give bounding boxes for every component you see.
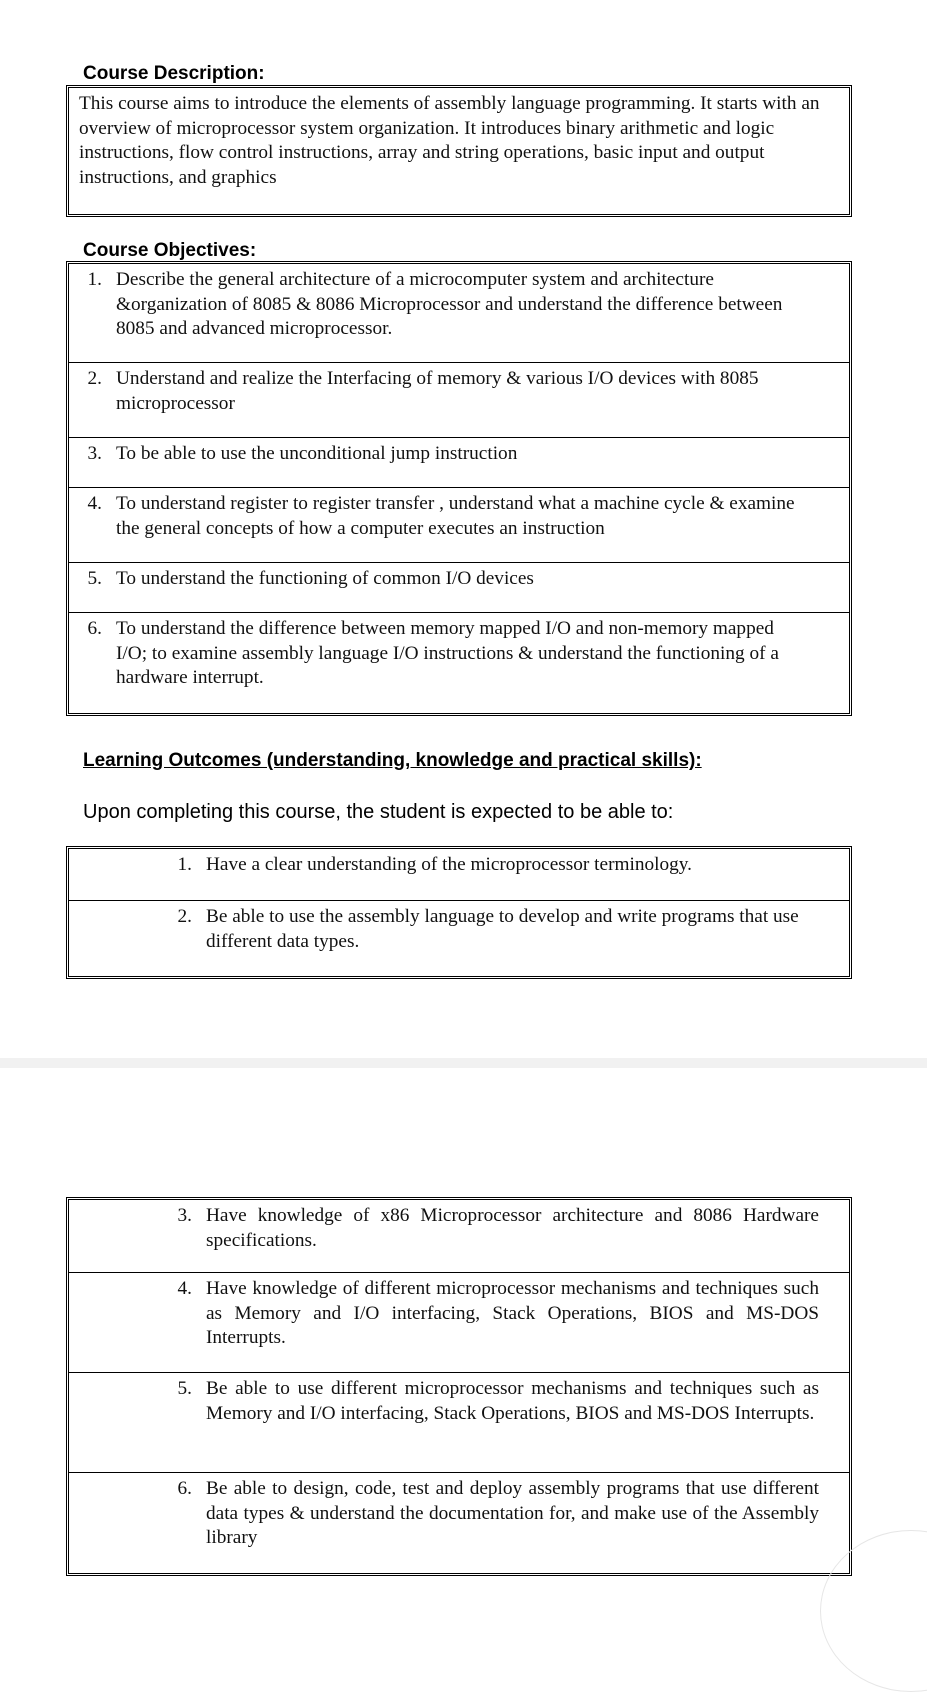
objective-number: 1. — [87, 269, 102, 290]
outcome-number: 3. — [177, 1205, 192, 1226]
outcome-row — [69, 901, 849, 976]
learning-outcomes-intro: Upon completing this course, the student is expected to be able to: — [83, 801, 674, 823]
course-objectives-table — [68, 263, 850, 714]
course-description-box — [68, 87, 850, 215]
objective-row — [69, 488, 849, 563]
objective-text: To understand register to register transfer , understand what a machine cycle & examine the general concepts of how a computer executes an instruction — [116, 493, 795, 539]
objective-row — [69, 613, 849, 713]
outcome-number: 6. — [177, 1478, 192, 1499]
objective-text: To be able to use the unconditional jump instruction — [116, 443, 518, 464]
objective-number: 5. — [87, 568, 102, 589]
objective-text: To understand the functioning of common I/O devices — [116, 568, 534, 589]
outcome-row — [69, 849, 849, 901]
outcome-text: Be able to design, code, test and deploy assembly programs that use different data types & understand the documentation for, and make use of the Assembly library — [206, 1478, 819, 1548]
course-description-text: This course aims to introduce the elements of assembly language programming. It starts with an overview of microprocessor system organization. It introduces binary arithmetic and logic instructions, flow control instructions, array and string operations, basic input and output instructions, and graphics — [79, 93, 820, 188]
objective-text: To understand the difference between memory mapped I/O and non-memory mapped I/O; to examine assembly language I/O instructions & understand the functioning of a hardware interrupt. — [116, 618, 779, 688]
outcome-number: 1. — [177, 854, 192, 875]
objective-row — [69, 563, 849, 613]
objective-number: 3. — [87, 443, 102, 464]
outcome-row — [69, 1200, 849, 1273]
objective-text: Understand and realize the Interfacing of memory & various I/O devices with 8085 microprocessor — [116, 368, 759, 414]
objective-row — [69, 438, 849, 488]
outcome-number: 2. — [177, 906, 192, 927]
outcome-text: Have knowledge of x86 Microprocessor architecture and 8086 Hardware specifications. — [206, 1205, 819, 1251]
course-objectives-heading: Course Objectives: — [83, 240, 257, 261]
outcome-text: Have knowledge of different microprocessor mechanisms and techniques such as Memory and I/O interfacing, Stack Operations, BIOS and MS-DOS Interrupts. — [206, 1278, 819, 1348]
learning-outcomes-table-part-2 — [68, 1199, 850, 1574]
outcome-row — [69, 1473, 849, 1573]
document-page-2 — [0, 1068, 927, 1606]
course-description-heading: Course Description: — [83, 63, 265, 84]
outcome-number: 4. — [177, 1278, 192, 1299]
objective-number: 2. — [87, 368, 102, 389]
objective-row — [69, 363, 849, 438]
objective-number: 4. — [87, 493, 102, 514]
objective-text: Describe the general architecture of a microcomputer system and architecture &organization of 8085 & 8086 Microprocessor and understand the difference between 8085 and advanced microprocessor. — [116, 269, 783, 339]
objective-number: 6. — [87, 618, 102, 639]
outcome-number: 5. — [177, 1378, 192, 1399]
outcome-row — [69, 1373, 849, 1473]
outcome-row — [69, 1273, 849, 1373]
outcome-text: Have a clear understanding of the microprocessor terminology. — [206, 854, 692, 875]
outcome-text: Be able to use the assembly language to develop and write programs that use different data types. — [206, 906, 799, 952]
learning-outcomes-heading: Learning Outcomes (understanding, knowledge and practical skills): — [83, 750, 702, 771]
learning-outcomes-table-part-1 — [68, 848, 850, 977]
page-separator — [0, 1058, 927, 1068]
objective-row — [69, 264, 849, 363]
outcome-text: Be able to use different microprocessor mechanisms and techniques such as Memory and I/O interfacing, Stack Operations, BIOS and MS-DOS Interrupts. — [206, 1378, 819, 1424]
